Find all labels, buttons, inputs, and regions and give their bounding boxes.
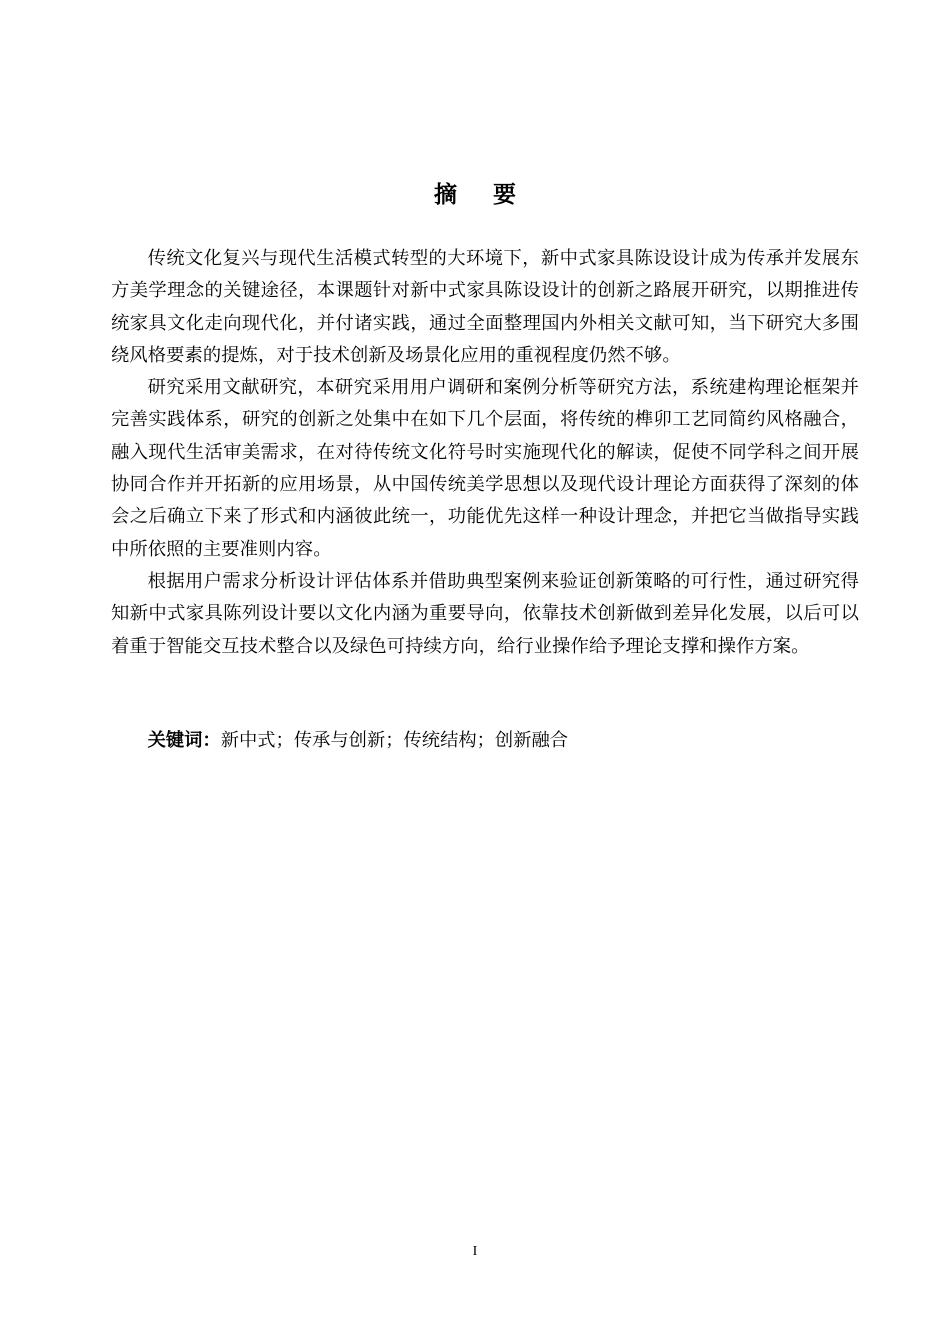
page-number: I [472, 1244, 478, 1259]
abstract-paragraph-3: 根据用户需求分析设计评估体系并借助典型案例来验证创新策略的可行性，通过研究得知新中式家具陈列设计要以文化内涵为重要导向，依靠技术创新做到差异化发展，以后可以着重于智能交互技术整合以及绿色可持续方向，给行业操作给予理论支撑和操作方案。 [111, 570, 859, 657]
page-title: 摘要 [434, 182, 552, 208]
keywords-line [111, 725, 859, 757]
abstract-body [111, 243, 859, 663]
abstract-paragraph-2: 研究采用文献研究，本研究采用用户调研和案例分析等研究方法，系统建构理论框架并完善实践体系，研究的创新之处集中在如下几个层面，将传统的榫卯工艺同简约风格融合，融入现代生活审美需求，在对待传统文化符号时实施现代化的解读，促使不同学科之间开展协同合作并开拓新的应用场景，从中国传统美学思想以及现代设计理论方面获得了深刻的体会之后确立下来了形式和内涵彼此统一，功能优先这样一种设计理念，并把它当做指导实践中所依照的主要准则内容。 [111, 377, 859, 560]
keywords-label: 关键词： [147, 730, 221, 751]
abstract-paragraph-1: 传统文化复兴与现代生活模式转型的大环境下，新中式家具陈设设计成为传承并发展东方美学理念的关键途径，本课题针对新中式家具陈设设计的创新之路展开研究，以期推进传统家具文化走向现代化，并付诸实践，通过全面整理国内外相关文献可知，当下研究大多围绕风格要素的提炼，对于技术创新及场景化应用的重视程度仍然不够。 [111, 248, 859, 366]
keywords-text: 新中式；传承与创新；传统结构；创新融合 [220, 730, 569, 751]
